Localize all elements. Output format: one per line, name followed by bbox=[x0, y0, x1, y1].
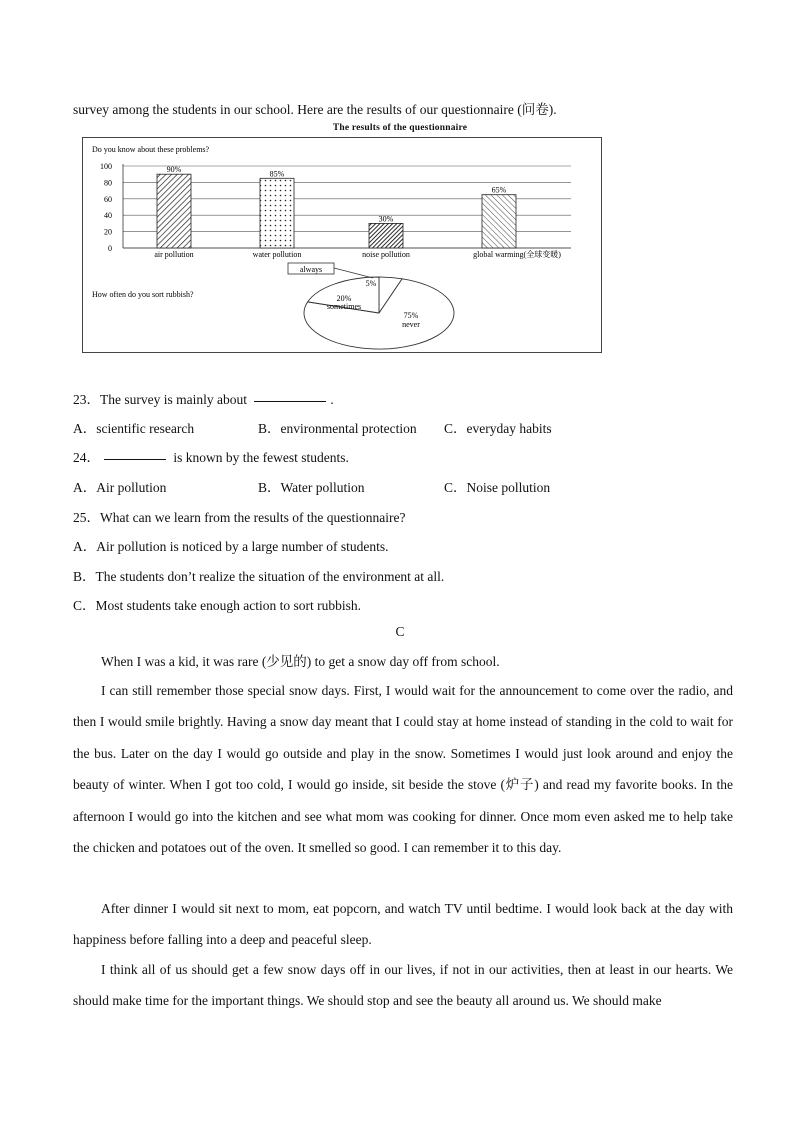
option-25-b[interactable]: B．The students don’t realize the situation of the environment at all. bbox=[73, 569, 445, 584]
x-category-label: air pollution bbox=[154, 250, 194, 259]
option-24-b[interactable]: B．Water pollution bbox=[258, 480, 365, 495]
y-tick-label: 100 bbox=[100, 162, 112, 171]
bar-question: Do you know about these problems? bbox=[92, 145, 210, 154]
bar-value-label: 90% bbox=[166, 165, 182, 175]
option-23-a[interactable]: A．scientific research bbox=[73, 421, 195, 436]
x-category-label: global warming(全球变暖) bbox=[473, 250, 561, 259]
passage-paragraph-1: When I was a kid, it was rare (少见的) to get a snow day off from school. bbox=[101, 654, 500, 669]
x-category-label: water pollution bbox=[252, 250, 302, 259]
pie-slice-name: sometimes bbox=[326, 302, 362, 311]
pie-value-label: 75% bbox=[403, 311, 419, 320]
bar-value-label: 65% bbox=[491, 185, 507, 195]
pie-question: How often do you sort rubbish? bbox=[92, 290, 194, 299]
bar bbox=[260, 178, 294, 248]
bar-value-label: 85% bbox=[269, 169, 285, 179]
question-24 bbox=[73, 446, 349, 466]
passage-paragraph-2: I can still remember those special snow days. First, I would wait for the announcement to come over the radio, and then I would smile brightly. Having a snow day meant that I could stay at home instead of standing in the cold to wait for the bus. Later on the day I would go outside and play in the snow. Sometimes I would just look around and enjoy the beauty of winter. When I got too cold, I would go inside, sit beside the stove (炉子) and read my favorite books. In the afternoon I would go into the kitchen and see what mom was cooking for dinner. Once mom even asked me to help take the chicken and potatoes out of the oven. It smelled so good. I can remember it to this day. bbox=[73, 683, 733, 856]
y-tick-label: 0 bbox=[108, 244, 112, 253]
y-tick-label: 40 bbox=[104, 211, 112, 221]
option-25-c[interactable]: C．Most students take enough action to sort rubbish. bbox=[73, 598, 361, 613]
pie-slice-name: always bbox=[299, 265, 323, 274]
question-number: 23． bbox=[73, 392, 100, 407]
questionnaire-chart bbox=[83, 138, 601, 352]
pie-value-label: 5% bbox=[365, 279, 377, 288]
y-tick-label: 20 bbox=[104, 227, 112, 237]
option-23-b[interactable]: B．environmental protection bbox=[258, 421, 417, 436]
bar-value-label: 30% bbox=[378, 214, 394, 224]
question-number: 25． bbox=[73, 510, 100, 525]
passage-paragraph-4: I think all of us should get a few snow days off in our lives, if not in our activities, then at least in our hearts. We should make time for the important things. We should stop and see the beauty all around us. We should make bbox=[73, 962, 733, 1009]
option-24-a[interactable]: A．Air pollution bbox=[73, 480, 167, 495]
option-23-c[interactable]: C．everyday habits bbox=[444, 421, 552, 436]
question-number: 24． bbox=[73, 450, 100, 465]
y-tick-label: 80 bbox=[104, 178, 112, 188]
passage-paragraph-3: After dinner I would sit next to mom, eat popcorn, and watch TV until bedtime. I would look back at the day with happiness before falling into a deep and peaceful sleep. bbox=[73, 901, 733, 948]
y-tick-label: 60 bbox=[104, 194, 112, 204]
section-heading: C bbox=[395, 624, 405, 639]
bar bbox=[369, 223, 403, 248]
bar bbox=[482, 195, 516, 248]
intro-line: survey among the students in our school. Here are the results of our questionnaire (问卷). bbox=[73, 102, 557, 117]
question-25 bbox=[73, 506, 406, 526]
answer-blank[interactable] bbox=[104, 458, 166, 460]
leader-line bbox=[334, 268, 373, 278]
figure-title: The results of the questionnaire bbox=[332, 123, 468, 133]
bar bbox=[157, 174, 191, 248]
questionnaire-figure bbox=[82, 137, 602, 353]
x-category-label: noise pollution bbox=[362, 250, 410, 259]
question-text: The survey is mainly about bbox=[100, 392, 247, 407]
option-24-c[interactable]: C．Noise pollution bbox=[444, 480, 551, 495]
question-text: is known by the fewest students. bbox=[173, 450, 349, 465]
answer-blank[interactable] bbox=[254, 400, 326, 402]
pie-slice-name: never bbox=[402, 320, 420, 329]
question-text-end: . bbox=[330, 392, 334, 407]
pie-value-label: 20% bbox=[336, 294, 352, 303]
option-25-a[interactable]: A．Air pollution is noticed by a large number of students. bbox=[73, 539, 389, 554]
question-text: What can we learn from the results of the questionnaire? bbox=[100, 510, 406, 525]
question-23 bbox=[73, 388, 334, 408]
